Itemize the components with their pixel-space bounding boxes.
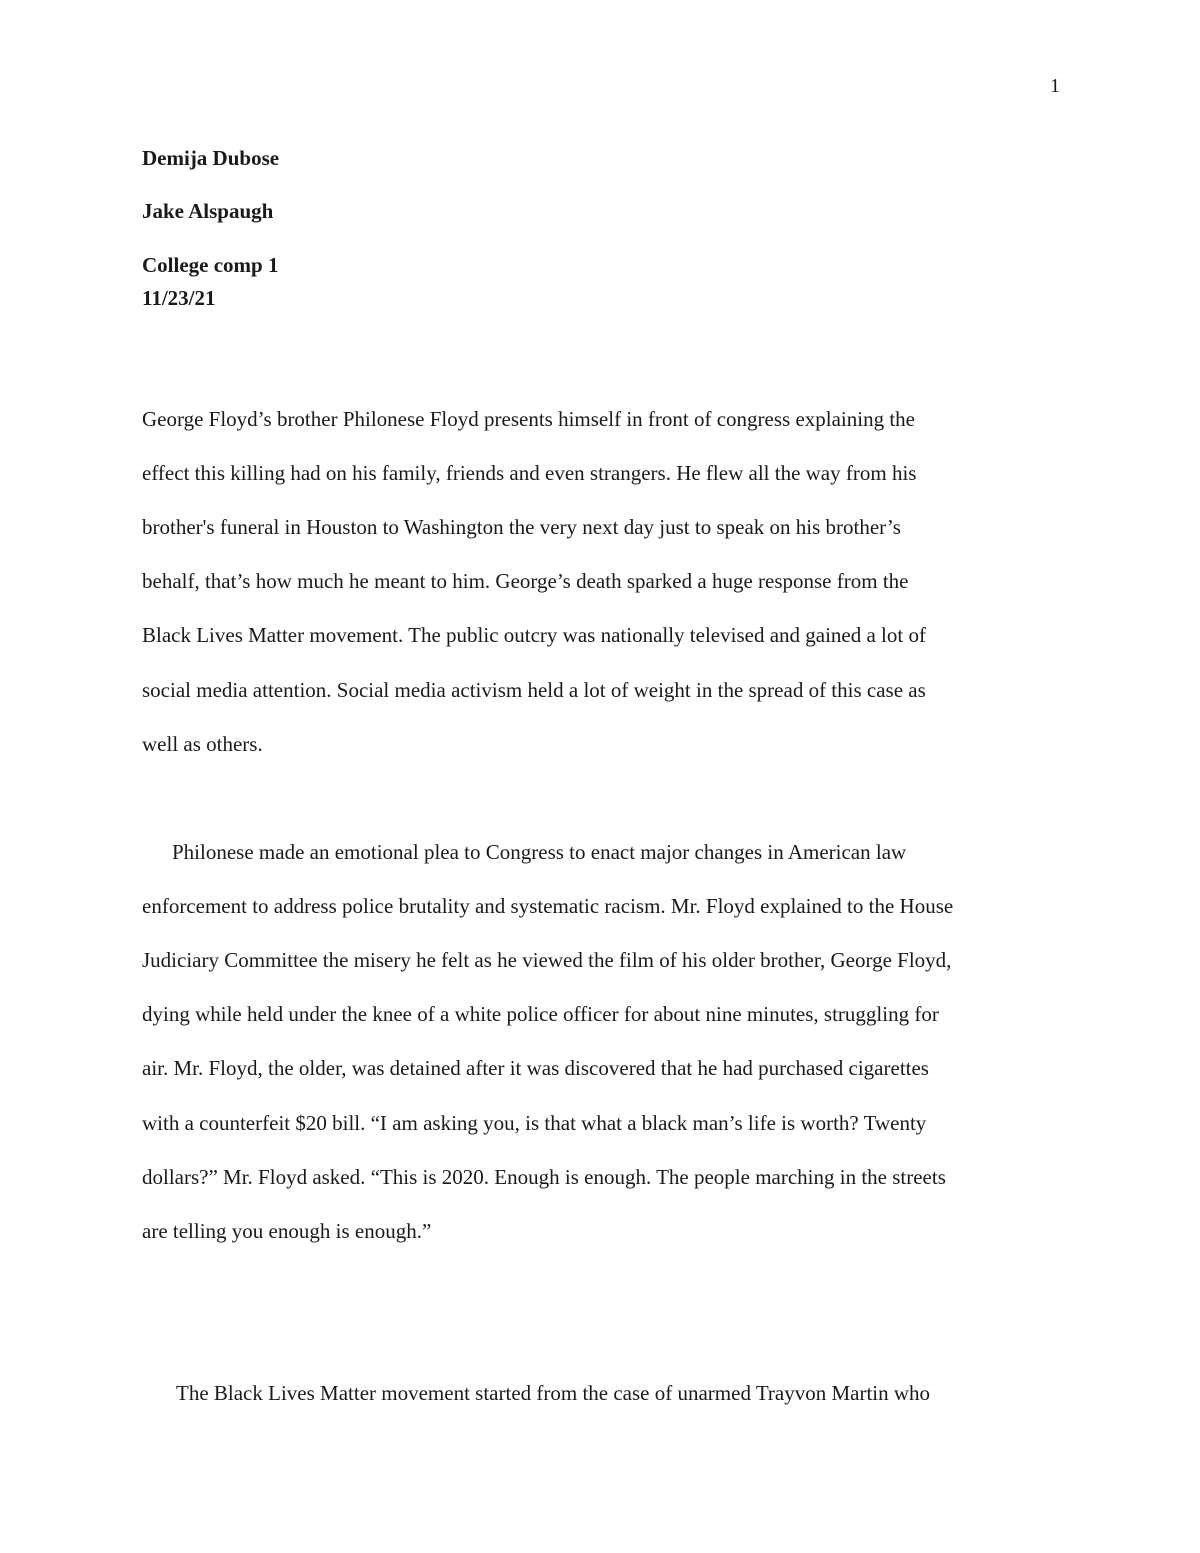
paragraph-line: effect this killing had on his family, friends and even strangers. He flew all the way from his bbox=[142, 461, 917, 485]
paragraph-line: are telling you enough is enough.” bbox=[142, 1219, 432, 1243]
paragraph-line: with a counterfeit $20 bill. “I am asking you, is that what a black man’s life is worth? Twenty bbox=[142, 1111, 927, 1135]
instructor-name: Jake Alspaugh bbox=[142, 199, 274, 223]
paragraph-line: enforcement to address police brutality and systematic racism. Mr. Floyd explained to the House bbox=[142, 894, 954, 918]
course-name: College comp 1 bbox=[142, 253, 279, 277]
paragraph-line: social media attention. Social media activism held a lot of weight in the spread of this case as bbox=[142, 678, 926, 702]
paragraph-line: Black Lives Matter movement. The public outcry was nationally televised and gained a lot of bbox=[142, 623, 926, 647]
paragraph-line: brother's funeral in Houston to Washington the very next day just to speak on his brother’s bbox=[142, 515, 901, 539]
page-number: 1 bbox=[1050, 75, 1060, 97]
date: 11/23/21 bbox=[142, 286, 216, 310]
paragraph-line: dollars?” Mr. Floyd asked. “This is 2020. Enough is enough. The people marching in the streets bbox=[142, 1165, 946, 1189]
paragraph-line: dying while held under the knee of a white police officer for about nine minutes, struggling for bbox=[142, 1002, 939, 1026]
paragraph-line: behalf, that’s how much he meant to him. George’s death sparked a huge response from the bbox=[142, 569, 909, 593]
author-name: Demija Dubose bbox=[142, 146, 280, 170]
paragraph-line: Philonese made an emotional plea to Congress to enact major changes in American law bbox=[172, 840, 907, 864]
paragraph-line: The Black Lives Matter movement started from the case of unarmed Trayvon Martin who bbox=[176, 1381, 931, 1405]
paragraph-line: air. Mr. Floyd, the older, was detained after it was discovered that he had purchased cigarettes bbox=[142, 1056, 929, 1080]
paragraph-line: well as others. bbox=[142, 732, 263, 756]
paragraph-line: George Floyd’s brother Philonese Floyd presents himself in front of congress explaining the bbox=[142, 407, 915, 431]
paragraph-line: Judiciary Committee the misery he felt as he viewed the film of his older brother, George Floyd, bbox=[142, 948, 952, 972]
